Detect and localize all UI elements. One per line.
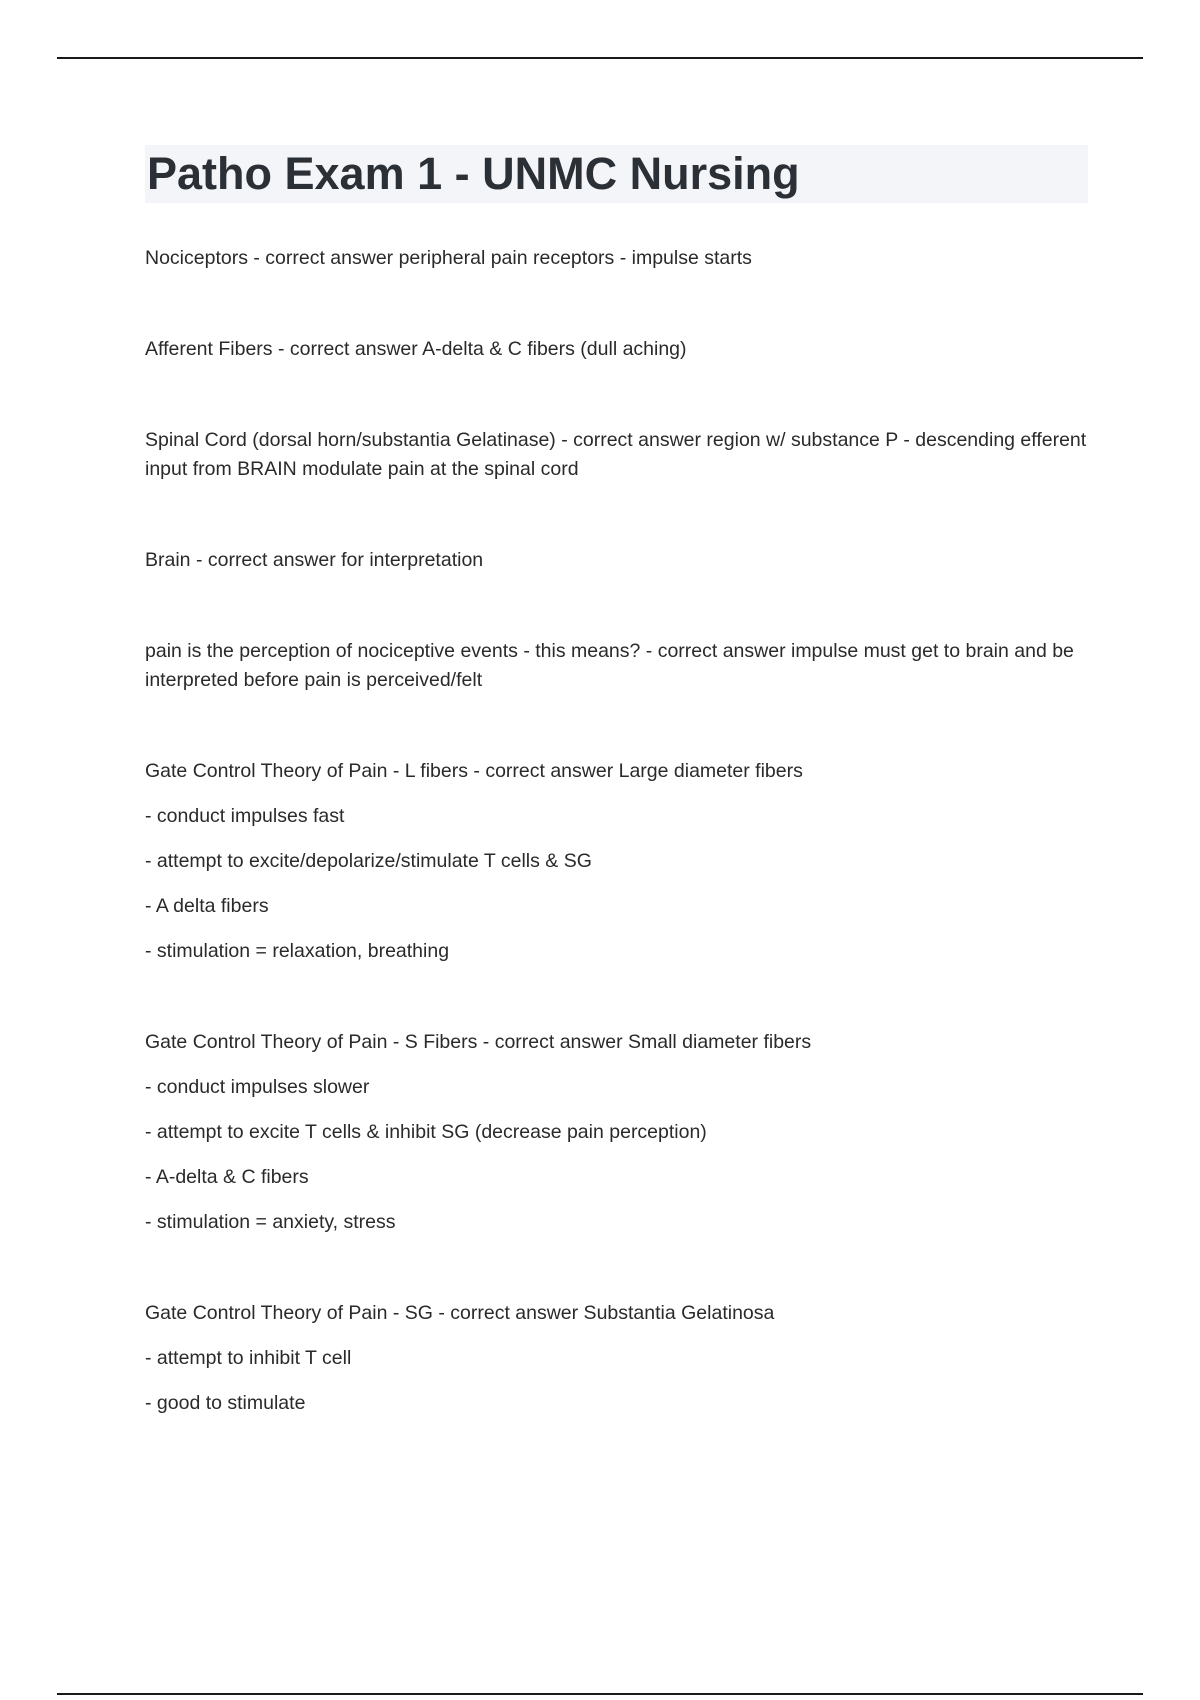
flashcard-text: Brain - correct answer for interpretation (145, 549, 484, 571)
flashcard-text: pain is the perception of nociceptive events - this means? - correct answer impulse must get to brain and be interpreted before pain is perceived/felt (145, 640, 1074, 691)
flashcard-text: Nociceptors - correct answer peripheral pain receptors - impulse starts (145, 247, 752, 269)
flashcard-text: Spinal Cord (dorsal horn/substantia Gelatinase) - correct answer region w/ substance P - descending efferent input from BRAIN modulate pain at the spinal cord (145, 429, 1087, 480)
flashcard-detail: - conduct impulses fast (145, 805, 345, 827)
flashcard-detail: - A delta fibers (145, 895, 269, 917)
footer-rule (57, 1693, 1143, 1695)
flashcard-entry (145, 1028, 1095, 1237)
flashcard-entry (145, 546, 1095, 575)
flashcard-entry (145, 335, 1095, 364)
flashcard-text: Gate Control Theory of Pain - L fibers - correct answer Large diameter fibers (145, 760, 803, 782)
flashcard-entry (145, 637, 1095, 695)
flashcard-detail: - stimulation = relaxation, breathing (145, 940, 450, 962)
flashcard-text: Gate Control Theory of Pain - S Fibers - correct answer Small diameter fibers (145, 1031, 812, 1053)
header-rule (57, 57, 1143, 59)
flashcard-text: Afferent Fibers - correct answer A-delta & C fibers (dull aching) (145, 338, 687, 360)
flashcard-text: Gate Control Theory of Pain - SG - correct answer Substantia Gelatinosa (145, 1302, 775, 1324)
flashcard-detail: - good to stimulate (145, 1392, 306, 1414)
flashcard-detail: - conduct impulses slower (145, 1076, 370, 1098)
flashcard-detail: - stimulation = anxiety, stress (145, 1211, 396, 1233)
flashcard-detail: - A-delta & C fibers (145, 1166, 309, 1188)
flashcard-entry (145, 244, 1095, 273)
flashcard-detail: - attempt to excite/depolarize/stimulate T cells & SG (145, 850, 592, 872)
flashcard-detail: - attempt to inhibit T cell (145, 1347, 352, 1369)
flashcard-entry (145, 757, 1095, 966)
document-title: Patho Exam 1 - UNMC Nursing (147, 148, 800, 199)
flashcard-detail: - attempt to excite T cells & inhibit SG (decrease pain perception) (145, 1121, 707, 1143)
flashcard-entry (145, 1299, 1095, 1418)
flashcard-entry (145, 426, 1095, 484)
flashcard-list (145, 244, 1095, 1480)
